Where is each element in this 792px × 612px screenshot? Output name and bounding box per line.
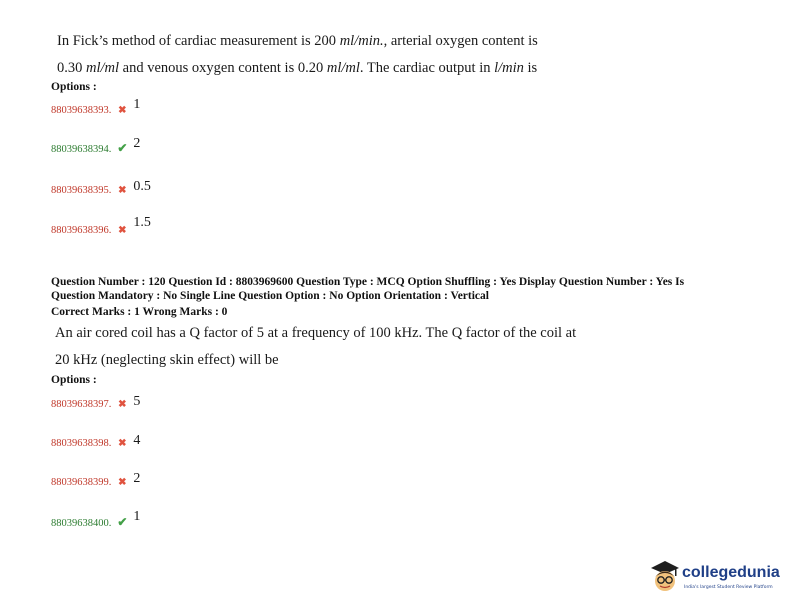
q2-option-2[interactable] (51, 433, 140, 451)
option-value: 2 (133, 471, 141, 486)
option-value: 1 (133, 509, 141, 524)
q1-option-1[interactable] (51, 97, 141, 118)
student-mascot-icon (648, 558, 682, 596)
q2-marks: Correct Marks : 1 Wrong Marks : 0 (51, 306, 228, 318)
q1-unit: ml/min. (339, 33, 384, 49)
option-id: 88039638396. (51, 225, 112, 236)
check-icon: ✔ (117, 515, 128, 529)
option-id: 88039638395. (51, 185, 112, 196)
q2-option-1[interactable] (51, 394, 140, 412)
q1-option-4[interactable] (51, 215, 151, 238)
question-1-line-2 (57, 60, 537, 77)
q1-option-3[interactable] (51, 180, 151, 198)
cross-icon: ✖ (118, 225, 127, 236)
q2-meta-line-2: Question Mandatory : No Single Line Question Option : No Option Orientation : Vertical (51, 290, 489, 302)
q1-text-segment: In Fick’s method of cardiac measurement is 200 (57, 33, 340, 49)
q1-text-segment: 0.30 (57, 60, 86, 76)
option-value: 0.5 (133, 179, 151, 194)
cross-icon: ✖ (118, 105, 127, 116)
q1-option-2[interactable] (51, 136, 141, 157)
question-2-line-1: An air cored coil has a Q factor of 5 at a frequency of 100 kHz. The Q factor of the coil at (55, 325, 577, 341)
q2-options-label: Options : (51, 374, 97, 386)
q2-option-3[interactable] (51, 472, 140, 490)
logo-tagline: India's largest Student Review Platform (684, 585, 773, 590)
collegedunia-logo (648, 556, 788, 600)
cross-icon: ✖ (118, 399, 127, 410)
q1-unit: ml/ml (86, 60, 120, 76)
q1-text-segment: is (523, 60, 538, 76)
option-value: 5 (133, 394, 141, 409)
option-id: 88039638397. (51, 399, 112, 410)
option-value: 1 (133, 97, 141, 112)
q1-options-label: Options : (51, 81, 97, 93)
cross-icon: ✖ (118, 185, 127, 196)
logo-wordmark: collegedunia (682, 564, 780, 581)
question-2-line-2: 20 kHz (neglecting skin effect) will be (55, 352, 279, 368)
q2-meta-line-1: Question Number : 120 Question Id : 8803969600 Question Type : MCQ Option Shuffling : Yes Display Question Number : Yes Is (51, 276, 685, 288)
q1-unit: ml/ml (326, 60, 360, 76)
q1-text-segment: . The cardiac output in (359, 60, 495, 76)
option-id: 88039638400. (51, 518, 112, 529)
q1-text-segment: and venous oxygen content is 0.20 (119, 60, 327, 76)
question-1-line-1 (57, 33, 538, 50)
option-id: 88039638393. (51, 105, 112, 116)
option-value: 4 (133, 433, 141, 448)
q1-text-segment: , arterial oxygen content is (383, 33, 538, 49)
option-id: 88039638399. (51, 477, 112, 488)
check-icon: ✔ (117, 141, 128, 155)
option-value: 1.5 (133, 215, 151, 230)
cross-icon: ✖ (118, 438, 127, 449)
option-id: 88039638394. (51, 144, 112, 155)
cross-icon: ✖ (118, 477, 127, 488)
q1-unit: l/min (494, 60, 524, 76)
option-id: 88039638398. (51, 438, 112, 449)
option-value: 2 (133, 136, 141, 151)
q2-option-4[interactable] (51, 509, 141, 531)
